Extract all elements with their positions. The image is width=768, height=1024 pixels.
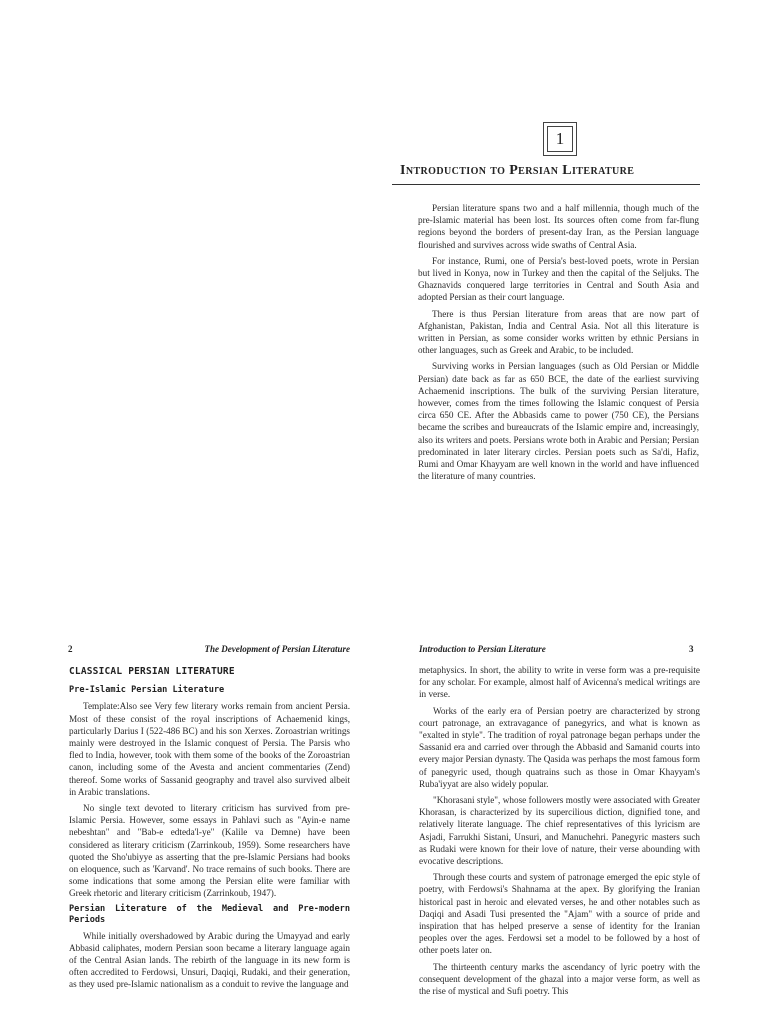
body-paragraph: No single text devoted to literary criticism has survived from pre-Islamic Persia. However, some essays in Pahlavi such as "Ayin-e name nebeshtan" and "Bab-e edteda'l-ye" (Kalile va Demne) have been considered as literary criticism (Zarrinkoub, 1959). Some researchers have quoted the Sho'ubiyye as asserting that the pre-Islamic Persians had books on eloquence, such as 'Karvand'. No trace remains of such books. There are some indications that some among the Persian elite were familiar with Greek rhetoric and literary criticism (Zarrinkoub, 1947). bbox=[69, 803, 350, 899]
body-paragraph: Works of the early era of Persian poetry are characterized by strong court patronage, an extravagance of panegyrics, and what is known as "exalted in style". The tradition of royal patronage began perhaps under the Sassanid era and carried over through the Abbasid and Samanid courts into every major Persian dynasty. The Qasida was perhaps the most famous form of panegyric used, though quatrains such as those in Omar Khayyam's Ruba'iyyat are also widely popular. bbox=[419, 705, 700, 789]
chapter-number: 1 bbox=[547, 126, 573, 152]
intro-paragraph: Surviving works in Persian languages (such as Old Persian or Middle Persian) date back as far as 650 BCE, the date of the earliest surviving Achaemenid inscriptions. The bulk of the surviving Persian literature, however, comes from the times following the Islamic conquest of Persia circa 650 CE. After the Abbasids came to power (750 CE), the Persians became the scribes and bureaucrats of the Islamic empire and, increasingly, also its writers and poets. Persians wrote both in Arabic and Persian; Persian predominated in later literary circles. Persian poets such as Sa'di, Hafiz, Rumi and Omar Khayyam are well known in the world and have influenced the literature of many countries. bbox=[418, 361, 699, 482]
body-paragraph: metaphysics. In short, the ability to write in verse form was a pre-requisite for any scholar. For example, almost half of Avicenna's medical writings are in verse. bbox=[419, 665, 700, 700]
intro-paragraph: There is thus Persian literature from areas that are now part of Afghanistan, Pakistan, India and Central Asia. Not all this literature is written in Persian, as some consider works written by ethnic Persians in other languages, such as Greek and Arabic, to be included. bbox=[418, 308, 699, 356]
body-paragraph: "Khorasani style", whose followers mostly were associated with Greater Khorasan, is characterized by its supercilious diction, dignified tone, and relatively literate language. The chief representatives of this lyricism are Asjadi, Farrukhi Sistani, Unsuri, and Manuchehri. Panegyric masters such as Rudaki were known for their love of nature, their verse abounding with evocative descriptions. bbox=[419, 795, 700, 867]
subheading-pre-islamic: Pre-Islamic Persian Literature bbox=[69, 685, 225, 696]
right-page-body bbox=[419, 664, 700, 1001]
chapter-title: Introduction to Persian Literature bbox=[400, 163, 635, 178]
intro-paragraph: For instance, Rumi, one of Persia's best-loved poets, wrote in Persian but lived in Konya, now in Turkey and then the capital of the Seljuks. The Ghaznavids conquered large territories in Central and South Asia and adopted Persian as their court language. bbox=[418, 255, 699, 303]
left-page-body bbox=[69, 664, 350, 995]
body-paragraph: The thirteenth century marks the ascendancy of lyric poetry with the consequent development of the ghazal into a major verse form, as well as the rise of mystical and Sufi poetry. This bbox=[419, 961, 700, 997]
chapter-number-box bbox=[543, 122, 577, 156]
chapter-intro-text bbox=[418, 202, 699, 486]
left-page-number: 2 bbox=[68, 644, 73, 654]
body-paragraph: Through these courts and system of patronage emerged the epic style of poetry, with Ferdowsi's Shahnama at the apex. By glorifying the Iranian historical past in heroic and elevated verses, he and other notables such as Daqiqi and Asadi Tusi presented the "Ajam" with a source of pride and inspiration that has helped preserve a sense of identity for the Iranian peoples over the ages. Ferdowsi set a model to be followed by a host of other poets later on. bbox=[419, 872, 700, 956]
body-paragraph: Template:Also see Very few literary works remain from ancient Persia. Most of these consist of the royal inscriptions of Achaemenid kings, particularly Darius I (522-486 BC) and his son Xerxes. Zoroastrian writings mainly were destroyed in the Islamic conquest of Persia. The Parsis who fled to India, however, took with them some of the books of the Zoroastrian canon, including some of the Avesta and ancient commentaries (Zend) thereof. Some works of Sassanid geography and travel also survived albeit in Arabic translations. bbox=[69, 701, 350, 797]
left-running-head: The Development of Persian Literature bbox=[204, 644, 350, 654]
right-page-number: 3 bbox=[689, 644, 694, 654]
section-heading: CLASSICAL PERSIAN LITERATURE bbox=[69, 666, 235, 677]
intro-paragraph: Persian literature spans two and a half millennia, though much of the pre-Islamic material has been lost. Its sources often come from far-flung regions beyond the borders of present-day Iran, as the Persian language flourished and survives across wide swaths of Central Asia. bbox=[418, 203, 699, 250]
right-running-head: Introduction to Persian Literature bbox=[419, 644, 546, 654]
body-paragraph: While initially overshadowed by Arabic during the Umayyad and early Abbasid caliphates, modern Persian soon became a literary language again of the Central Asian lands. The rebirth of the language in its new form is often accredited to Ferdowsi, Unsuri, Daqiqi, Rudaki, and their generation, as they used pre-Islamic nationalism as a conduit to revive the language and bbox=[69, 930, 350, 990]
chapter-title-rule bbox=[392, 184, 700, 185]
subheading-medieval: Persian Literature of the Medieval and Pre-modern Periods bbox=[69, 903, 350, 925]
